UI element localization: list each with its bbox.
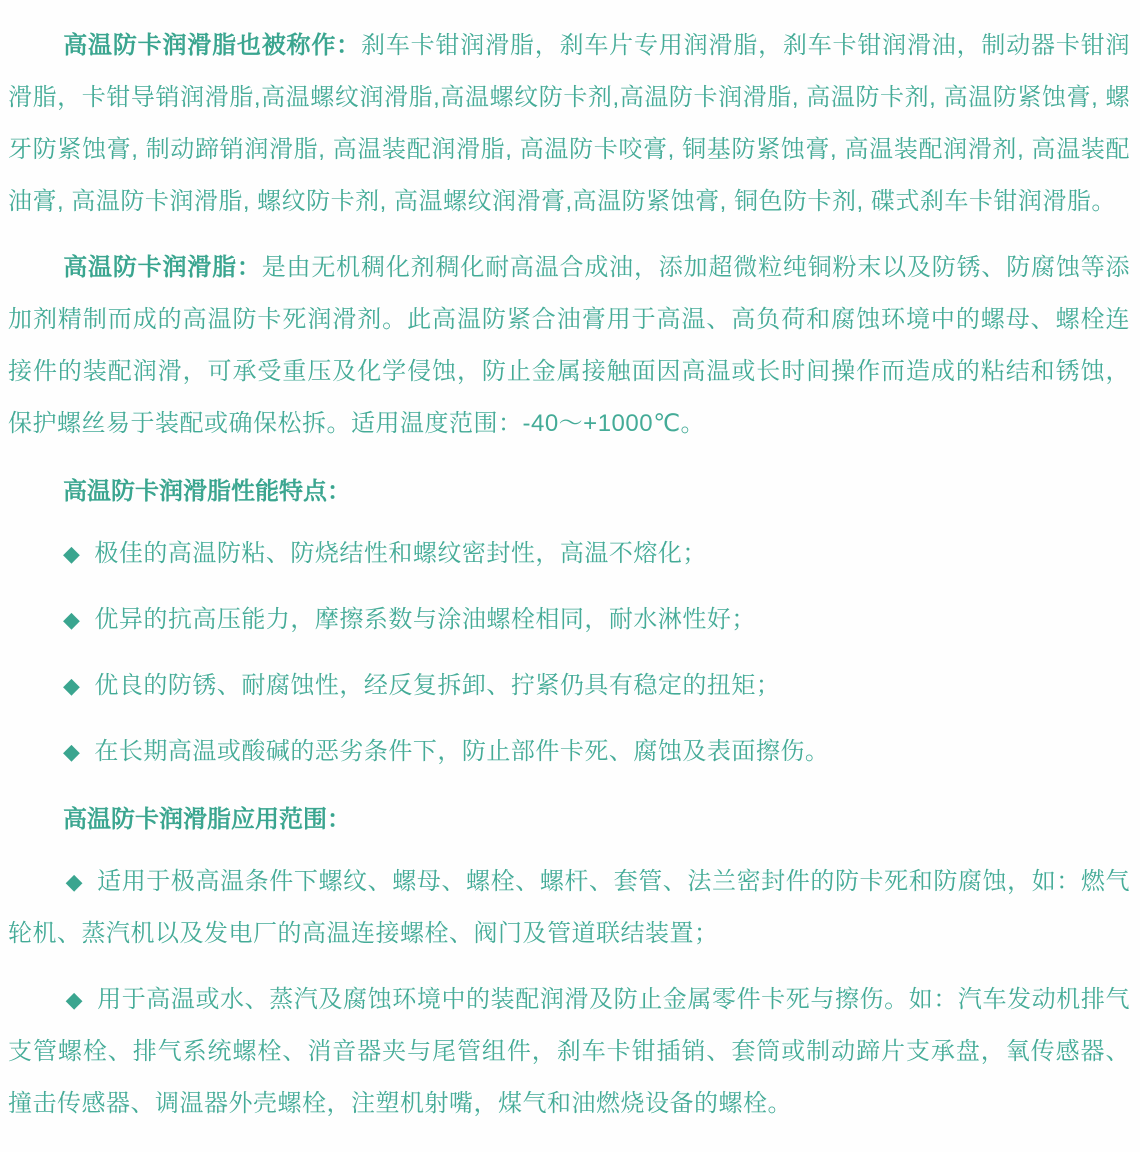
application-item-text: 适用于极高温条件下螺纹、螺母、螺栓、螺杆、套管、法兰密封件的防卡死和防腐蚀，如：燃气轮机、蒸汽机以及发电厂的高温连接螺栓、阀门及管道联结装置；: [8, 868, 1130, 947]
feature-item-text: 优良的防锈、耐腐蚀性，经反复拆卸、拧紧仍具有稳定的扭矩；: [94, 672, 781, 699]
diamond-bullet-icon: ◆: [63, 541, 81, 566]
diamond-bullet-icon: ◆: [63, 607, 81, 632]
aliases-paragraph-lead: 高温防卡润滑脂也被称作：: [63, 32, 361, 59]
feature-item: [8, 726, 1130, 778]
aliases-paragraph-body: 刹车卡钳润滑脂，刹车片专用润滑脂，刹车卡钳润滑油，制动器卡钳润滑脂，卡钳导销润滑脂,高温螺纹润滑脂,高温螺纹防卡剂,高温防卡润滑脂, 高温防卡剂, 高温防紧蚀膏, 螺牙防紧蚀膏, 制动蹄销润滑脂, 高温装配润滑脂, 高温防卡咬膏, 铜基防紧蚀膏, 高温装配润滑剂, 高温装配油膏, 高温防卡润滑脂, 螺纹防卡剂, 高温螺纹润滑膏,高温防紧蚀膏, 铜色防卡剂, 碟式刹车卡钳润滑脂。: [8, 32, 1131, 215]
diamond-bullet-icon: ◆: [63, 673, 81, 698]
features-section-heading: 高温防卡润滑脂性能特点：: [63, 478, 351, 505]
diamond-bullet-icon: ◆: [65, 987, 84, 1012]
aliases-paragraph: [8, 20, 1130, 228]
feature-item: [8, 528, 1130, 580]
applications-section-heading: 高温防卡润滑脂应用范围：: [63, 806, 351, 833]
application-item-text: 用于高温或水、蒸汽及腐蚀环境中的装配润滑及防止金属零件卡死与擦伤。如：汽车发动机排气支管螺栓、排气系统螺栓、消音器夹与尾管组件，刹车卡钳插销、套筒或制动蹄片支承盘，氧传感器、撞击传感器、调温器外壳螺栓，注塑机射嘴，煤气和油燃烧设备的螺栓。: [8, 986, 1130, 1117]
diamond-bullet-icon: ◆: [63, 739, 81, 764]
diamond-bullet-icon: ◆: [65, 869, 84, 894]
feature-item-text: 优异的抗高压能力，摩擦系数与涂油螺栓相同，耐水淋性好；: [94, 606, 756, 633]
description-paragraph: [8, 242, 1130, 450]
feature-item-text: 极佳的高温防粘、防烧结性和螺纹密封性，高温不熔化；: [94, 540, 707, 567]
description-paragraph-body: 是由无机稠化剂稠化耐高温合成油，添加超微粒纯铜粉末以及防锈、防腐蚀等添加剂精制而成的高温防卡死润滑剂。此高温防紧合油膏用于高温、高负荷和腐蚀环境中的螺母、螺栓连接件的装配润滑，可承受重压及化学侵蚀，防止金属接触面因高温或长时间操作而造成的粘结和锈蚀，保护螺丝易于装配或确保松拆。适用温度范围：-40～+1000℃。: [8, 254, 1131, 437]
feature-item: [8, 660, 1130, 712]
application-item: [8, 856, 1130, 960]
application-item: [8, 974, 1130, 1130]
feature-item: [8, 594, 1130, 646]
feature-item-text: 在长期高温或酸碱的恶劣条件下，防止部件卡死、腐蚀及表面擦伤。: [94, 738, 830, 765]
description-paragraph-lead: 高温防卡润滑脂：: [63, 254, 262, 281]
